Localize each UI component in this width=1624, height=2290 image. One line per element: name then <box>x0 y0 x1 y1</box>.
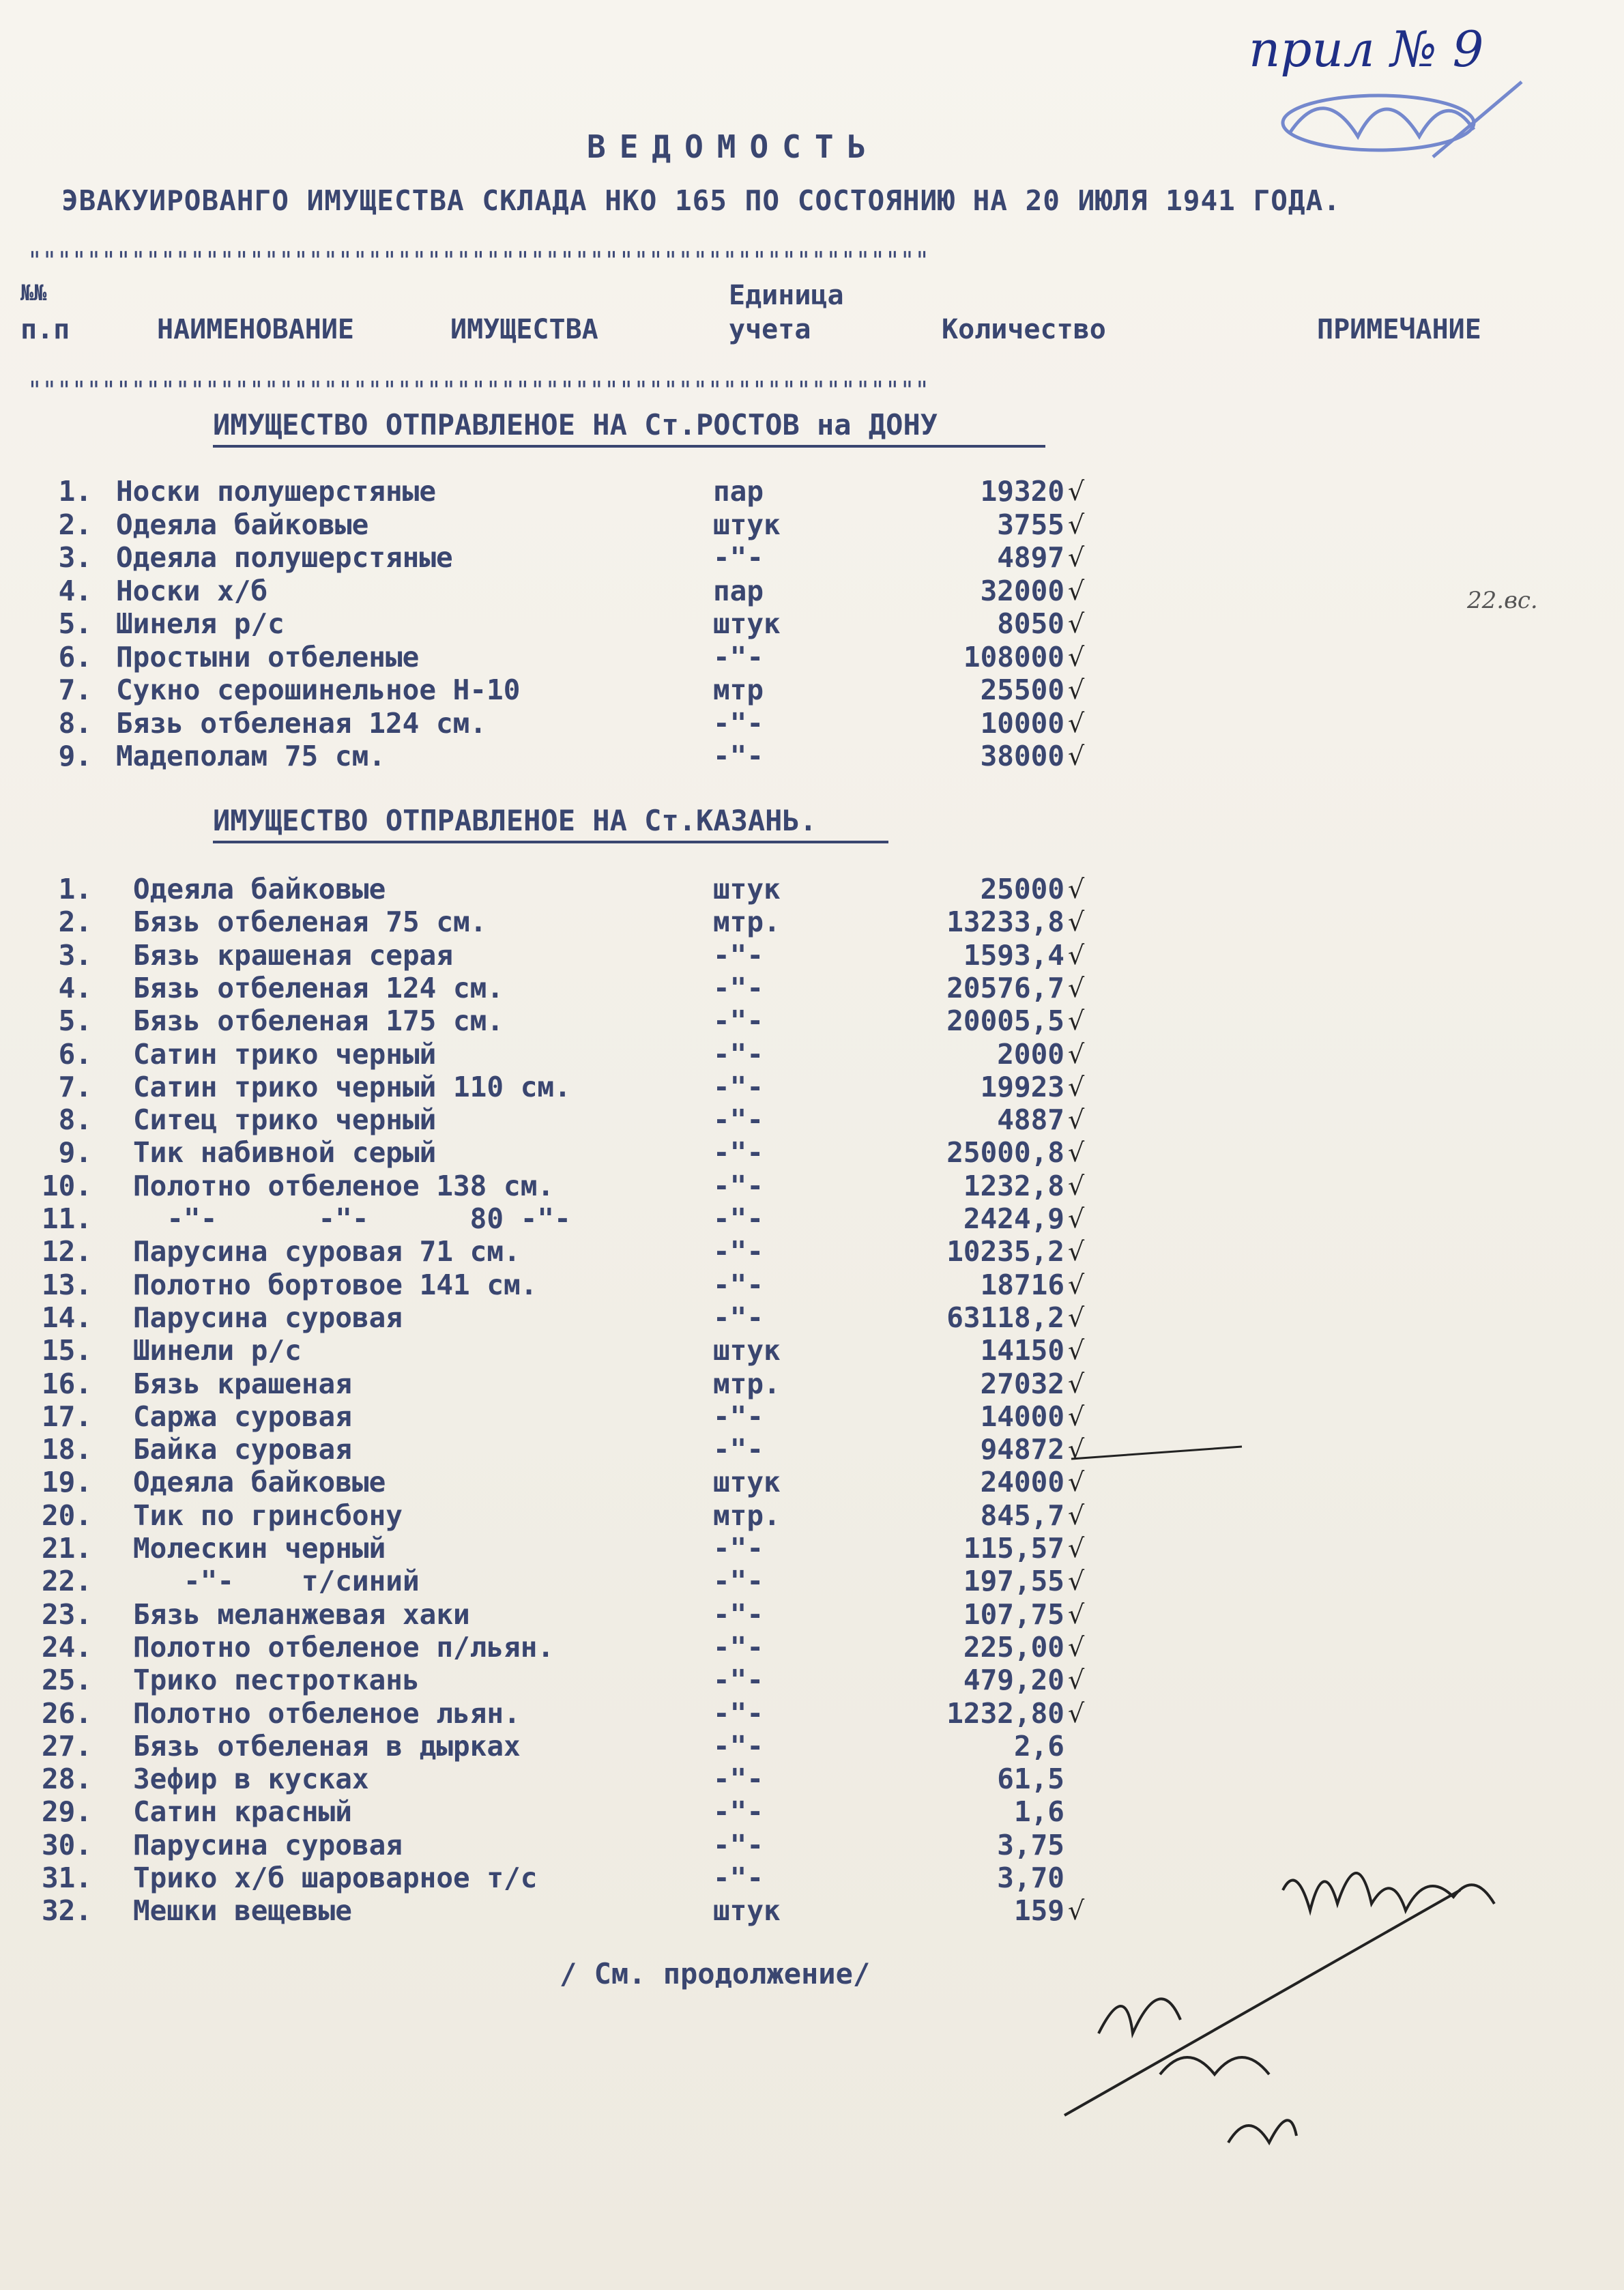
table-row <box>0 1531 1624 1565</box>
row-item-name: Мадеполам 75 см. <box>116 740 386 772</box>
row-quantity: 61,5 <box>997 1763 1064 1796</box>
row-number: 30. <box>41 1828 92 1861</box>
section-underline-rostov <box>213 445 1045 448</box>
row-quantity: 3755 <box>997 508 1064 541</box>
row-unit: штук <box>713 873 781 905</box>
row-check-mark: √ <box>1068 476 1085 506</box>
row-check-mark: √ <box>1068 1467 1085 1498</box>
row-number: 9. <box>58 740 92 772</box>
row-quantity: 32000 <box>980 574 1064 607</box>
section-title-kazan: ИМУЩЕСТВО ОТПРАВЛЕНОЕ НА Ст.КАЗАНЬ. <box>213 804 817 837</box>
row-unit: пар <box>713 574 764 607</box>
row-unit: -"- <box>713 640 764 673</box>
section-underline-kazan <box>213 841 888 843</box>
row-number: 4. <box>58 574 92 607</box>
row-item-name: Бязь крашеная серая <box>133 938 453 972</box>
row-quantity: 159 <box>1013 1894 1064 1928</box>
table-row <box>0 1037 1624 1071</box>
table-row <box>0 1828 1624 1862</box>
margin-note: 22.вс. <box>1467 587 1538 614</box>
row-quantity: 14150 <box>980 1334 1064 1367</box>
row-number: 24. <box>41 1630 92 1664</box>
row-unit: -"- <box>713 1861 764 1894</box>
row-check-mark: √ <box>1068 940 1085 970</box>
row-check-mark: √ <box>1068 1236 1085 1267</box>
row-number: 10. <box>41 1169 92 1202</box>
row-check-mark: √ <box>1068 1039 1085 1069</box>
row-check-mark: √ <box>1068 1269 1085 1300</box>
row-number: 17. <box>41 1400 92 1433</box>
row-quantity: 27032 <box>980 1367 1064 1400</box>
row-item-name: Бязь крашеная <box>133 1367 352 1400</box>
row-quantity: 14000 <box>980 1400 1064 1433</box>
col-unit-bottom: учета <box>729 314 811 345</box>
row-item-name: Саржа суровая <box>133 1400 352 1433</box>
row-number: 8. <box>58 1103 92 1137</box>
col-name-2: ИМУЩЕСТВА <box>450 314 598 345</box>
row-check-mark: √ <box>1068 1896 1085 1926</box>
row-item-name: Носки х/б <box>116 574 268 607</box>
row-item-name: Ситец трико черный <box>133 1103 437 1137</box>
row-number: 4. <box>58 971 92 1004</box>
row-number: 25. <box>41 1664 92 1697</box>
row-number: 22. <box>41 1565 92 1598</box>
row-check-mark: √ <box>1068 1170 1085 1201</box>
row-check-mark: √ <box>1068 907 1085 938</box>
row-number: 6. <box>58 1037 92 1071</box>
row-quantity: 24000 <box>980 1466 1064 1499</box>
row-number: 7. <box>58 673 92 706</box>
table-row <box>0 1498 1624 1533</box>
table-row <box>0 1762 1624 1796</box>
row-quantity: 225,00 <box>963 1630 1064 1664</box>
row-quantity: 10235,2 <box>946 1235 1064 1269</box>
row-quantity: 845,7 <box>980 1498 1064 1532</box>
table-row <box>0 540 1624 575</box>
row-item-name: Тик по гринсбону <box>133 1498 403 1532</box>
row-unit: -"- <box>713 1136 764 1170</box>
table-row <box>0 1070 1624 1104</box>
row-number: 20. <box>41 1498 92 1532</box>
row-number: 7. <box>58 1070 92 1103</box>
row-check-mark: √ <box>1068 1500 1085 1531</box>
row-check-mark: √ <box>1068 1105 1085 1135</box>
table-row <box>0 640 1624 674</box>
table-row <box>0 1135 1624 1170</box>
row-unit: штук <box>713 1894 781 1928</box>
table-row <box>0 1630 1624 1664</box>
table-row <box>0 1333 1624 1367</box>
row-check-mark: √ <box>1068 874 1085 904</box>
row-quantity: 479,20 <box>963 1664 1064 1697</box>
row-number: 8. <box>58 706 92 740</box>
table-row <box>0 1861 1624 1895</box>
row-unit: штук <box>713 1334 781 1367</box>
row-check-mark: √ <box>1068 1632 1085 1662</box>
table-row <box>0 474 1624 508</box>
table-row <box>0 739 1624 773</box>
table-row <box>0 1795 1624 1829</box>
row-item-name: Трико х/б шароварное т/с <box>133 1861 538 1894</box>
row-number: 5. <box>58 607 92 640</box>
row-check-mark: √ <box>1068 1335 1085 1366</box>
row-item-name: Тик набивной серый <box>133 1136 437 1170</box>
row-unit: мтр. <box>713 905 781 939</box>
table-row <box>0 1894 1624 1928</box>
table-row <box>0 1696 1624 1730</box>
row-check-mark: √ <box>1068 1665 1085 1696</box>
row-check-mark: √ <box>1068 1137 1085 1168</box>
table-row <box>0 1004 1624 1038</box>
row-item-name: Бязь отбеленая в дырках <box>133 1729 521 1763</box>
row-item-name: Бязь отбеленая 124 см. <box>133 971 504 1004</box>
row-item-name: Молескин черный <box>133 1532 386 1565</box>
row-quantity: 13233,8 <box>946 905 1064 939</box>
row-number: 31. <box>41 1861 92 1894</box>
row-number: 32. <box>41 1894 92 1928</box>
row-quantity: 63118,2 <box>946 1301 1064 1334</box>
table-row <box>0 508 1624 542</box>
row-unit: -"- <box>713 1070 764 1103</box>
table-row <box>0 1301 1624 1335</box>
row-quantity: 108000 <box>963 640 1064 673</box>
row-check-mark: √ <box>1068 1071 1085 1102</box>
table-row <box>0 938 1624 972</box>
row-check-mark: √ <box>1068 1006 1085 1037</box>
row-quantity: 1232,8 <box>963 1169 1064 1202</box>
row-unit: -"- <box>713 740 764 772</box>
row-item-name: Простыни отбеленые <box>116 640 420 673</box>
row-unit: -"- <box>713 1532 764 1565</box>
separator-top: """"""""""""""""""""""""""""""""""""""""""""""""""""""""""""" <box>27 247 930 275</box>
row-number: 27. <box>41 1729 92 1763</box>
table-row <box>0 1432 1624 1466</box>
row-item-name: -"- т/синий <box>133 1565 420 1598</box>
row-quantity: 1593,4 <box>963 938 1064 972</box>
table-row <box>0 1103 1624 1137</box>
row-number: 15. <box>41 1334 92 1367</box>
table-row <box>0 1234 1624 1269</box>
row-item-name: -"- -"- 80 -"- <box>133 1202 571 1235</box>
row-check-mark: √ <box>1068 1566 1085 1597</box>
row-unit: -"- <box>713 1795 764 1829</box>
row-item-name: Бязь меланжевая хаки <box>133 1597 470 1631</box>
row-item-name: Парусина суровая 71 см. <box>133 1235 521 1269</box>
row-quantity: 2424,9 <box>963 1202 1064 1235</box>
row-unit: -"- <box>713 1597 764 1631</box>
row-check-mark: √ <box>1068 542 1085 572</box>
row-quantity: 94872 <box>980 1433 1064 1466</box>
row-unit: штук <box>713 1466 781 1499</box>
row-quantity: 107,75 <box>963 1597 1064 1631</box>
row-item-name: Бязь отбеленая 124 см. <box>116 706 487 740</box>
row-number: 23. <box>41 1597 92 1631</box>
row-number: 21. <box>41 1532 92 1565</box>
row-check-mark: √ <box>1068 741 1085 771</box>
row-quantity: 18716 <box>980 1268 1064 1301</box>
row-quantity: 3,70 <box>997 1861 1064 1894</box>
col-name-1: НАИМЕНОВАНИЕ <box>157 314 354 345</box>
table-row <box>0 1729 1624 1763</box>
row-quantity: 10000 <box>980 706 1064 740</box>
row-number: 5. <box>58 1004 92 1038</box>
row-item-name: Шинеля р/с <box>116 607 285 640</box>
row-unit: -"- <box>713 1301 764 1334</box>
row-unit: -"- <box>713 1729 764 1763</box>
table-row <box>0 872 1624 906</box>
table-row <box>0 1564 1624 1598</box>
row-quantity: 38000 <box>980 740 1064 772</box>
document-subtitle: ЭВАКУИРОВАНГО ИМУЩЕСТВА СКЛАДА НКО 165 ПО СОСТОЯНИЮ НА 20 ИЮЛЯ 1941 ГОДА. <box>61 184 1341 217</box>
row-quantity: 25000 <box>980 873 1064 905</box>
annotation-top: прил № 9 <box>1249 20 1484 78</box>
row-item-name: Полотно отбеленое 138 см. <box>133 1169 555 1202</box>
row-check-mark: √ <box>1068 708 1085 738</box>
col-note: ПРИМЕЧАНИЕ <box>1317 314 1481 345</box>
row-unit: -"- <box>713 1400 764 1433</box>
row-check-mark: √ <box>1068 972 1085 1003</box>
row-number: 12. <box>41 1235 92 1269</box>
row-item-name: Сатин красный <box>133 1795 352 1829</box>
row-quantity: 25000,8 <box>946 1136 1064 1170</box>
table-row <box>0 706 1624 740</box>
row-item-name: Парусина суровая <box>133 1301 403 1334</box>
row-quantity: 19923 <box>980 1070 1064 1103</box>
row-item-name: Полотно отбеленое льян. <box>133 1696 521 1730</box>
table-row <box>0 574 1624 608</box>
row-number: 6. <box>58 640 92 673</box>
table-row <box>0 1663 1624 1697</box>
row-number: 28. <box>41 1763 92 1796</box>
row-unit: мтр. <box>713 1367 781 1400</box>
table-row <box>0 1367 1624 1401</box>
row-unit: -"- <box>713 1268 764 1301</box>
row-quantity: 3,75 <box>997 1828 1064 1861</box>
row-item-name: Бязь отбеленая 175 см. <box>133 1004 504 1038</box>
row-number: 11. <box>41 1202 92 1235</box>
row-unit: мтр. <box>713 1498 781 1532</box>
row-item-name: Одеяла полушерстяные <box>116 541 453 574</box>
table-row <box>0 1268 1624 1302</box>
row-unit: штук <box>713 607 781 640</box>
row-number: 19. <box>41 1466 92 1499</box>
row-number: 13. <box>41 1268 92 1301</box>
row-item-name: Мешки вещевые <box>133 1894 352 1928</box>
table-row <box>0 1597 1624 1632</box>
row-unit: -"- <box>713 1763 764 1796</box>
row-quantity: 4887 <box>997 1103 1064 1137</box>
row-item-name: Байка суровая <box>133 1433 352 1466</box>
row-unit: -"- <box>713 1037 764 1071</box>
table-row <box>0 905 1624 939</box>
row-unit: -"- <box>713 1565 764 1598</box>
row-item-name: Одеяла байковые <box>116 508 369 541</box>
row-item-name: Полотно отбеленое п/льян. <box>133 1630 555 1664</box>
row-check-mark: √ <box>1068 575 1085 606</box>
row-check-mark: √ <box>1068 675 1085 705</box>
row-quantity: 2,6 <box>1013 1729 1064 1763</box>
row-unit: -"- <box>713 1630 764 1664</box>
row-unit: -"- <box>713 1433 764 1466</box>
row-check-mark: √ <box>1068 1302 1085 1333</box>
row-item-name: Одеяла байковые <box>133 1466 386 1499</box>
row-item-name: Зефир в кусках <box>133 1763 369 1796</box>
row-item-name: Одеяла байковые <box>133 873 386 905</box>
row-quantity: 25500 <box>980 673 1064 706</box>
row-number: 16. <box>41 1367 92 1400</box>
section-title-rostov: ИМУЩЕСТВО ОТПРАВЛЕНОЕ НА Ст.РОСТОВ на ДОНУ <box>213 408 938 441</box>
row-check-mark: √ <box>1068 1599 1085 1629</box>
row-unit: -"- <box>713 1103 764 1137</box>
row-quantity: 1232,80 <box>946 1696 1064 1730</box>
row-item-name: Сукно серошинельное Н-10 <box>116 673 521 706</box>
table-row <box>0 1202 1624 1236</box>
row-unit: -"- <box>713 1828 764 1861</box>
row-number: 1. <box>58 873 92 905</box>
row-quantity: 20005,5 <box>946 1004 1064 1038</box>
row-number: 3. <box>58 541 92 574</box>
row-check-mark: √ <box>1068 509 1085 540</box>
row-item-name: Парусина суровая <box>133 1828 403 1861</box>
row-unit: -"- <box>713 1664 764 1697</box>
table-row <box>0 971 1624 1005</box>
row-item-name: Шинели р/с <box>133 1334 302 1367</box>
table-row <box>0 1169 1624 1203</box>
row-item-name: Трико пестроткань <box>133 1664 420 1697</box>
row-quantity: 115,57 <box>963 1532 1064 1565</box>
row-item-name: Носки полушерстяные <box>116 475 436 508</box>
row-quantity: 1,6 <box>1013 1795 1064 1829</box>
row-quantity: 20576,7 <box>946 971 1064 1004</box>
row-number: 29. <box>41 1795 92 1829</box>
col-unit-top: Единица <box>729 280 844 311</box>
row-unit: мтр <box>713 673 764 706</box>
row-unit: -"- <box>713 541 764 574</box>
stamp-scribble <box>1283 82 1522 157</box>
row-unit: пар <box>713 475 764 508</box>
separator-bottom: """"""""""""""""""""""""""""""""""""""""""""""""""""""""""""" <box>27 377 930 405</box>
col-num-top: №№ <box>20 280 47 306</box>
table-row <box>0 673 1624 707</box>
row-number: 2. <box>58 508 92 541</box>
col-qty: Количество <box>942 314 1106 345</box>
row-unit: -"- <box>713 1235 764 1269</box>
row-check-mark: √ <box>1068 1434 1085 1465</box>
row-quantity: 2000 <box>997 1037 1064 1071</box>
row-unit: -"- <box>713 1004 764 1038</box>
row-number: 3. <box>58 938 92 972</box>
row-item-name: Сатин трико черный <box>133 1037 437 1071</box>
table-row <box>0 1400 1624 1434</box>
row-number: 26. <box>41 1696 92 1730</box>
row-unit: -"- <box>713 1696 764 1730</box>
row-number: 18. <box>41 1433 92 1466</box>
row-quantity: 19320 <box>980 475 1064 508</box>
row-unit: штук <box>713 508 781 541</box>
document-title: ВЕДОМОСТЬ <box>587 128 880 165</box>
row-check-mark: √ <box>1068 1533 1085 1563</box>
row-item-name: Полотно бортовое 141 см. <box>133 1268 538 1301</box>
row-check-mark: √ <box>1068 609 1085 639</box>
row-check-mark: √ <box>1068 1401 1085 1432</box>
row-unit: -"- <box>713 1202 764 1235</box>
row-item-name: Бязь отбеленая 75 см. <box>133 905 487 939</box>
row-number: 1. <box>58 475 92 508</box>
row-number: 2. <box>58 905 92 939</box>
row-number: 9. <box>58 1136 92 1170</box>
row-unit: -"- <box>713 938 764 972</box>
row-quantity: 197,55 <box>963 1565 1064 1598</box>
row-item-name: Сатин трико черный 110 см. <box>133 1070 571 1103</box>
row-check-mark: √ <box>1068 1368 1085 1399</box>
continuation-note: / См. продолжение/ <box>560 1957 871 1990</box>
row-unit: -"- <box>713 1169 764 1202</box>
row-check-mark: √ <box>1068 1698 1085 1728</box>
row-quantity: 8050 <box>997 607 1064 640</box>
table-row <box>0 607 1624 641</box>
table-row <box>0 1465 1624 1499</box>
row-number: 14. <box>41 1301 92 1334</box>
row-unit: -"- <box>713 706 764 740</box>
row-check-mark: √ <box>1068 641 1085 672</box>
row-quantity: 4897 <box>997 541 1064 574</box>
col-num-bottom: п.п <box>20 314 70 345</box>
row-check-mark: √ <box>1068 1204 1085 1234</box>
row-unit: -"- <box>713 971 764 1004</box>
